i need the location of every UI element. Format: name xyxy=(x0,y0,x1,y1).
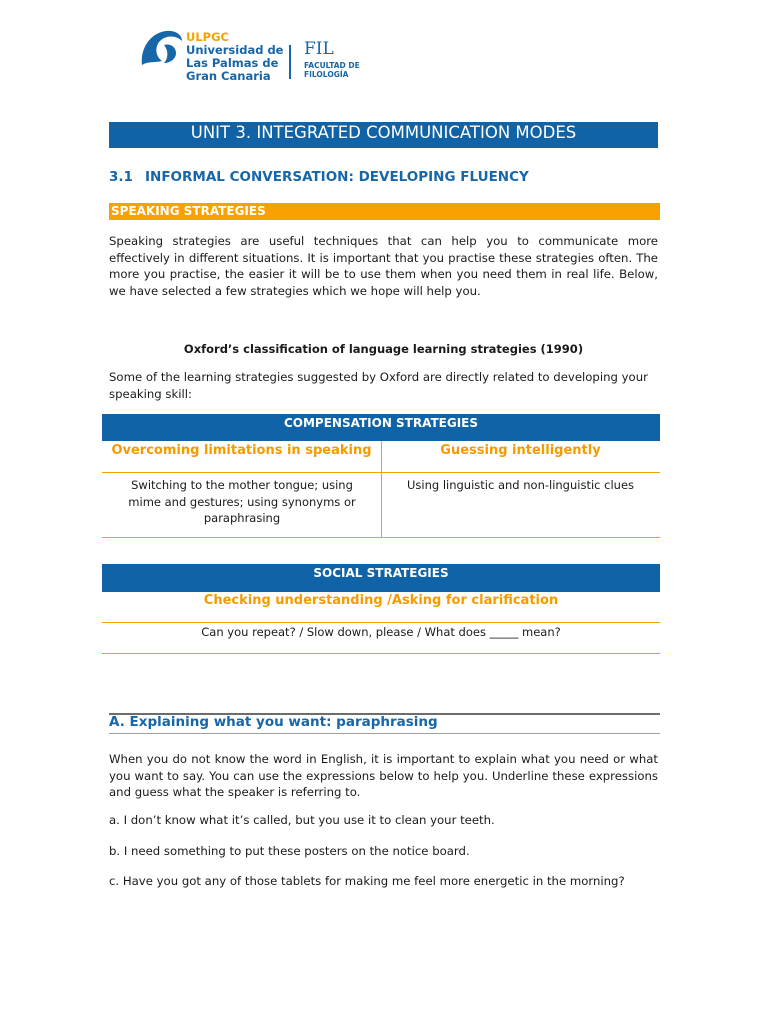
university-line-1: Universidad de xyxy=(186,43,284,57)
section-a-title: A. Explaining what you want: paraphrasing xyxy=(109,714,438,730)
overcoming-limitations-body: Switching to the mother tongue; using mime and gestures; using synonyms or paraphrasing xyxy=(128,478,356,525)
social-strategies-table xyxy=(102,564,660,654)
university-line-3: Gran Canaria xyxy=(186,69,271,83)
ulpgc-emblem-icon xyxy=(136,27,184,75)
column-divider xyxy=(381,441,382,537)
social-table-header: SOCIAL STRATEGIES xyxy=(102,564,660,592)
compensation-table-header: COMPENSATION STRATEGIES xyxy=(102,414,660,441)
table-bottom-border xyxy=(102,653,660,654)
university-logo xyxy=(136,27,376,83)
unit-title: UNIT 3. INTEGRATED COMMUNICATION MODES xyxy=(109,122,658,148)
table-divider xyxy=(102,622,660,623)
section-title-text: INFORMAL CONVERSATION: DEVELOPING FLUENCY xyxy=(145,169,529,185)
section-a-bottom-rule xyxy=(109,733,660,734)
section-number: 3.1 xyxy=(109,169,133,185)
list-item: a. I don’t know what it’s called, but you use it to clean your teeth. xyxy=(109,813,495,827)
speaking-strategies-heading: SPEAKING STRATEGIES xyxy=(109,203,660,220)
guessing-intelligently-body: Using linguistic and non-linguistic clues xyxy=(406,478,635,492)
ulpgc-label: ULPGC xyxy=(186,30,229,44)
section-title xyxy=(109,169,529,185)
section-a-paragraph: When you do not know the word in English, it is important to explain what you need or what you want to say. You can use the expressions below to help you. Underline these expressions and guess what the speaker is referring to. xyxy=(109,752,658,800)
checking-understanding-heading: Checking understanding /Asking for clarification xyxy=(203,593,559,608)
fil-label: FIL xyxy=(304,39,334,59)
logo-divider xyxy=(289,45,291,79)
university-line-2: Las Palmas de xyxy=(186,56,279,70)
faculty-line-1: FACULTAD DE xyxy=(304,61,360,70)
guessing-intelligently-heading: Guessing intelligently xyxy=(440,443,601,458)
compensation-strategies-table xyxy=(102,414,660,538)
university-name xyxy=(186,31,283,83)
faculty-name xyxy=(304,61,360,79)
oxford-intro: Some of the learning strategies suggested by Oxford are directly related to developing your speaking skill: xyxy=(109,370,648,401)
list-item: b. I need something to put these posters on the notice board. xyxy=(109,844,470,858)
oxford-title: Oxford’s classification of language learning strategies (1990) xyxy=(183,342,584,356)
list-item: c. Have you got any of those tablets for making me feel more energetic in the morning? xyxy=(109,874,625,888)
social-strategies-body: Can you repeat? / Slow down, please / What does _____ mean? xyxy=(201,625,561,639)
speaking-strategies-paragraph: Speaking strategies are useful techniques that can help you to communicate more effectively in different situations. It is important that you practise these strategies often. The more you practise, the easier it will be to use them when you need them in real life. Below, we have selected a few strategies which we hope will help you. xyxy=(109,234,658,299)
table-bottom-border xyxy=(102,537,660,538)
overcoming-limitations-heading: Overcoming limitations in speaking xyxy=(111,443,372,458)
faculty-line-2: FILOLOGÍA xyxy=(304,70,349,79)
